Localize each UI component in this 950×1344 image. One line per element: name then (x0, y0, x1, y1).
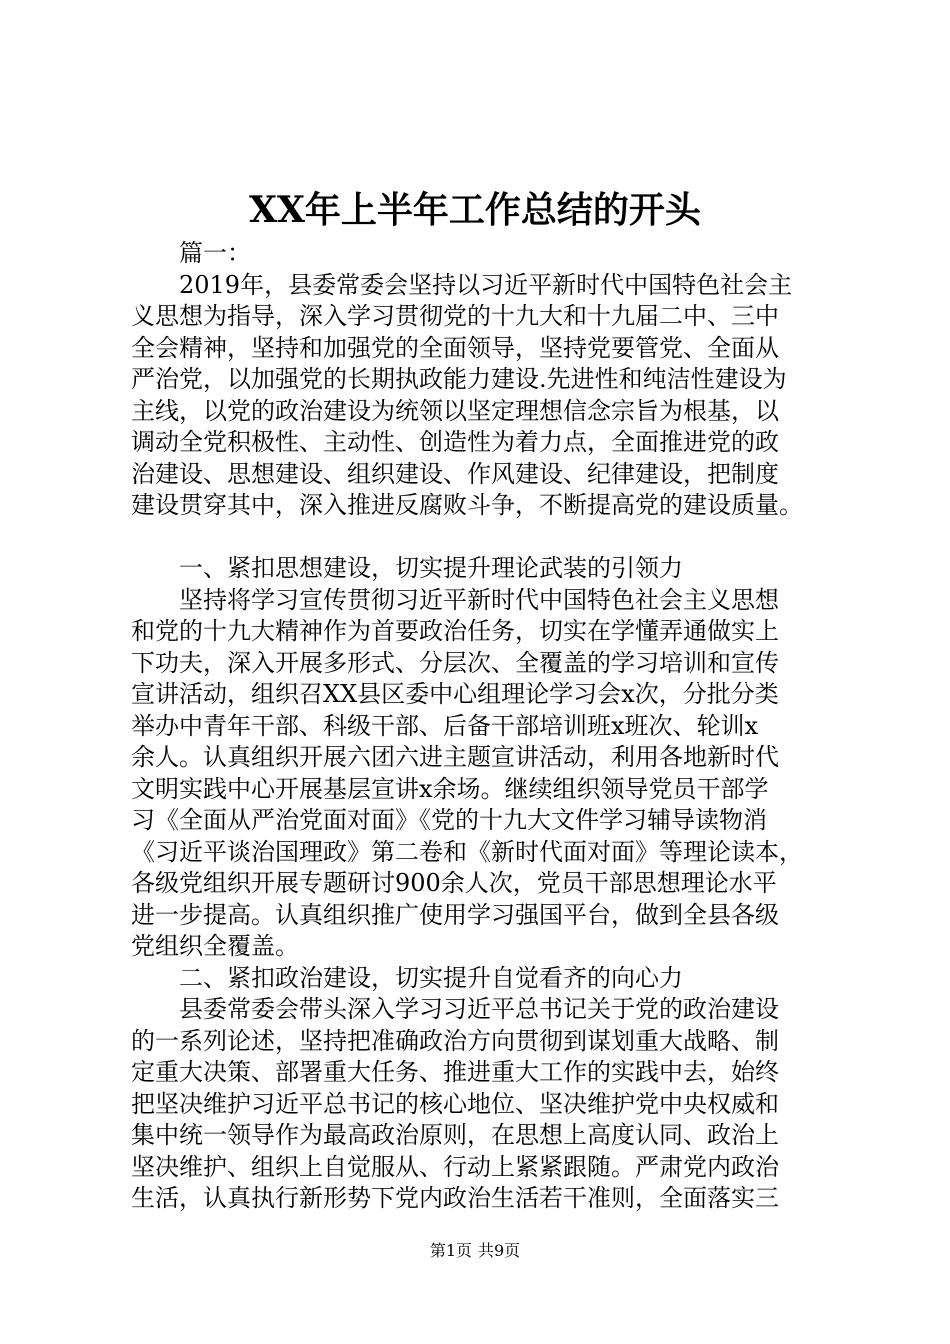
paragraph-line: 生活，认真执行新形势下党内政治生活若干准则，全面落实三 (131, 1184, 779, 1212)
paragraph-line: 全会精神，坚持和加强党的全面领导，坚持党要管党、全面从 (131, 333, 779, 362)
paragraph-line: 把坚决维护习近平总书记的核心地位、坚决维护党中央权威和 (131, 1089, 779, 1118)
paragraph-line: 余人。认真组织开展六团六进主题宣讲活动，利用各地新时代 (131, 743, 779, 771)
paragraph-line: 党组织全覆盖。 (131, 932, 299, 960)
section-label: 篇一： (179, 239, 251, 267)
paragraph-line: 宣讲活动，组织召XX县区委中心组理论学习会x次，分批分类 (131, 680, 779, 708)
paragraph-line: 举办中青年干部、科级干部、后备干部培训班x班次、轮训x (131, 711, 759, 740)
paragraph-line: 进一步提高。认真组织推广使用学习强国平台，做到全县各级 (131, 900, 779, 929)
paragraph-line: 各级党组织开展专题研讨900余人次，党员干部思想理论水平 (131, 869, 777, 897)
paragraph-line: 坚持将学习宣传贯彻习近平新时代中国特色社会主义思想 (179, 585, 779, 614)
paragraph-line: 定重大决策、部署重大任务、推进重大工作的实践中去，始终 (131, 1058, 779, 1086)
page-number: 第1页 (429, 1241, 472, 1260)
paragraph-line: 习《全面从严治党面对面》《党的十九大文件学习辅导读物消 (131, 806, 767, 834)
paragraph-line: 的一系列论述，坚持把准确政治方向贯彻到谋划重大战略、制 (131, 1026, 779, 1055)
blank-line (131, 522, 831, 554)
paragraph-line: 严治党，以加强党的长期执政能力建设.先进性和纯洁性建设为 (131, 365, 787, 393)
page-footer (0, 1240, 950, 1262)
paragraph-line: 县委常委会带头深入学习习近平总书记关于党的政治建设 (179, 995, 779, 1023)
section-heading: 二、紧扣政治建设，切实提升自觉看齐的向心力 (179, 963, 683, 992)
paragraph-line: 集中统一领导作为最高政治原则，在思想上高度认同、政治上 (131, 1121, 779, 1149)
document-title: XX年上半年工作总结的开头 (249, 189, 701, 231)
paragraph-line: 和党的十九大精神作为首要政治任务，切实在学懂弄通做实上 (131, 617, 779, 645)
paragraph-line: 建设贯穿其中，深入推进反腐败斗争，不断提高党的建设质量。 (131, 491, 803, 519)
document-body (131, 238, 831, 1215)
paragraph-line: 主线，以党的政治建设为统领以坚定理想信念宗旨为根基，以 (131, 396, 779, 425)
section-heading: 一、紧扣思想建设，切实提升理论武装的引领力 (179, 554, 683, 582)
paragraph-line: 下功夫，深入开展多形式、分层次、全覆盖的学习培训和宣传 (131, 648, 779, 677)
paragraph-line: 坚决维护、组织上自觉服从、行动上紧紧跟随。严肃党内政治 (131, 1152, 779, 1181)
paragraph-line: 调动全党积极性、主动性、创造性为着力点，全面推进党的政 (131, 428, 779, 456)
paragraph-line: 文明实践中心开展基层宣讲x余场。继续组织领导党员干部学 (131, 774, 769, 803)
paragraph-line: 《习近平谈治国理政》第二卷和《新时代面对面》等理论读本， (131, 837, 803, 866)
paragraph-line: 义思想为指导，深入学习贯彻党的十九大和十九届二中、三中 (131, 302, 779, 330)
paragraph-line: 2019年，县委常委会坚持以习近平新时代中国特色社会主 (179, 270, 793, 299)
page-total: 共9页 (478, 1241, 521, 1260)
paragraph-line: 治建设、思想建设、组织建设、作风建设、纪律建设，把制度 (131, 459, 779, 488)
